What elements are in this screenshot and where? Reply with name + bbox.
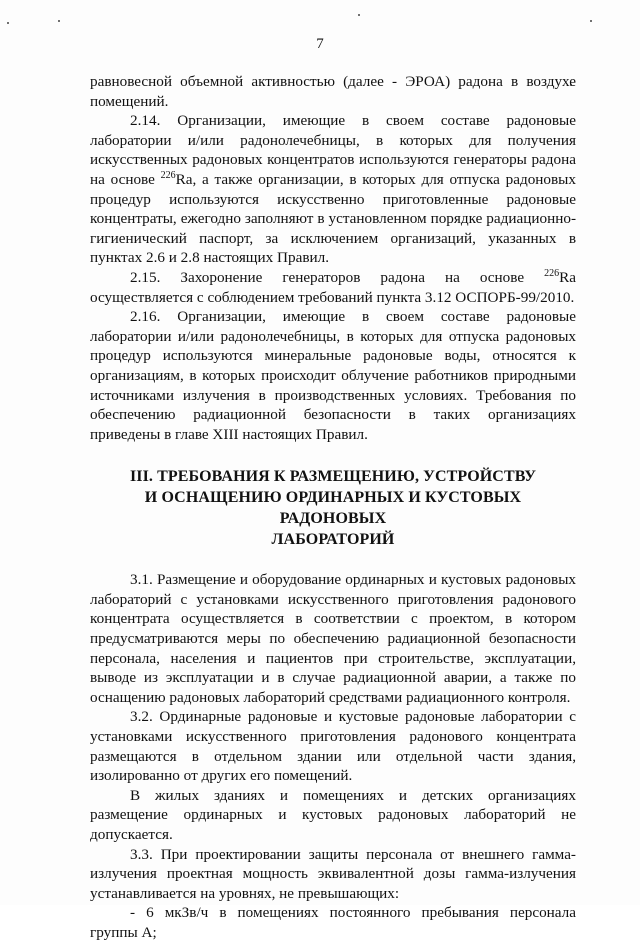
paragraph-2-14: 2.14. Организации, имеющие в своем составе радоновые лаборатории и/или радонолечебницы, в которых для получения искусственных радоновых концентратов используются генераторы радона на основе $^{226}$Ra, а также организации, в которых для отпуска радоновых процедур используются искусственно приготовленные радоновые концентраты, ежегодно заполняют в установленном порядке радиационно-гигиенический паспорт, за исключением организаций, указанных в пунктах 2.6 и 2.8 настоящих Правил.	[90, 112, 576, 267]
isotope-superscript: 226	[544, 267, 560, 279]
paragraph-3-3: 3.3. При проектировании защиты персонала от внешнего гамма-излучения проектная мощность эквивалентной дозы гамма-излучения устанавливается на уровнях, не превышающих:	[90, 845, 576, 902]
section-heading-line-2: И ОСНАЩЕНИЮ ОРДИНАРНЫХ И КУСТОВЫХ РАДОНОВЫХ	[144, 489, 522, 528]
scan-speck	[358, 14, 360, 16]
section-heading-line-1: III. ТРЕБОВАНИЯ К РАЗМЕЩЕНИЮ, УСТРОЙСТВУ	[129, 468, 537, 486]
scan-speck	[58, 20, 60, 22]
section-heading-line-3: ЛАБОРАТОРИЙ	[271, 531, 395, 549]
section-heading	[90, 466, 576, 550]
paragraph-continuation: равновесной объемной активностью (далее - ЭРОА) радона в воздухе помещений.	[90, 73, 576, 110]
paragraph-3-1: 3.1. Размещение и оборудование ординарных и кустовых радоновых лабораторий с установками искусственного приготовления радонового концентрата осуществляется в соответствии с проектом, в котором предусматриваются меры по обеспечению радиационной безопасности персонала, населения и пациентов при строительстве, эксплуатации, выводе из эксплуатации и в случае радиационной аварии, а также по оснащению радоновых лабораторий средствами радиационного контроля.	[90, 571, 576, 706]
isotope-superscript: 226	[160, 169, 176, 181]
paragraph-2-16: 2.16. Организации, имеющие в своем составе радоновые лаборатории и/или радонолечебницы, в которых для отпуска радоновых процедур используются минеральные радоновые воды, относятся к организациям, в которых происходит облучение работников природными источниками излучения в производственных условиях. Требования по обеспечению радиационной безопасности в таких организациях приведены в главе XIII настоящих Правил.	[90, 308, 576, 443]
paragraph-residential-restriction: В жилых зданиях и помещениях и детских организациях размещение ординарных и кустовых радоновых лабораторий не допускается.	[90, 786, 576, 843]
paragraph-3-2: 3.2. Ординарные радоновые и кустовые радоновые лаборатории с установками искусственного приготовления радонового концентрата размещаются в отдельном здании или отдельной части здания, изолированно от других его помещений.	[90, 708, 576, 785]
document-body	[90, 72, 576, 943]
scan-speck	[7, 22, 9, 24]
page-number: 7	[316, 36, 324, 52]
paragraph-2-15: 2.15. Захоронение генераторов радона на основе $^{226}$Ra осуществляется с соблюдением требований пункта 3.12 ОСПОРБ-99/2010.	[90, 267, 576, 306]
scan-speck	[590, 20, 592, 22]
list-item-dose-limit: - 6 мкЗв/ч в помещениях постоянного пребывания персонала группы А;	[90, 904, 576, 941]
